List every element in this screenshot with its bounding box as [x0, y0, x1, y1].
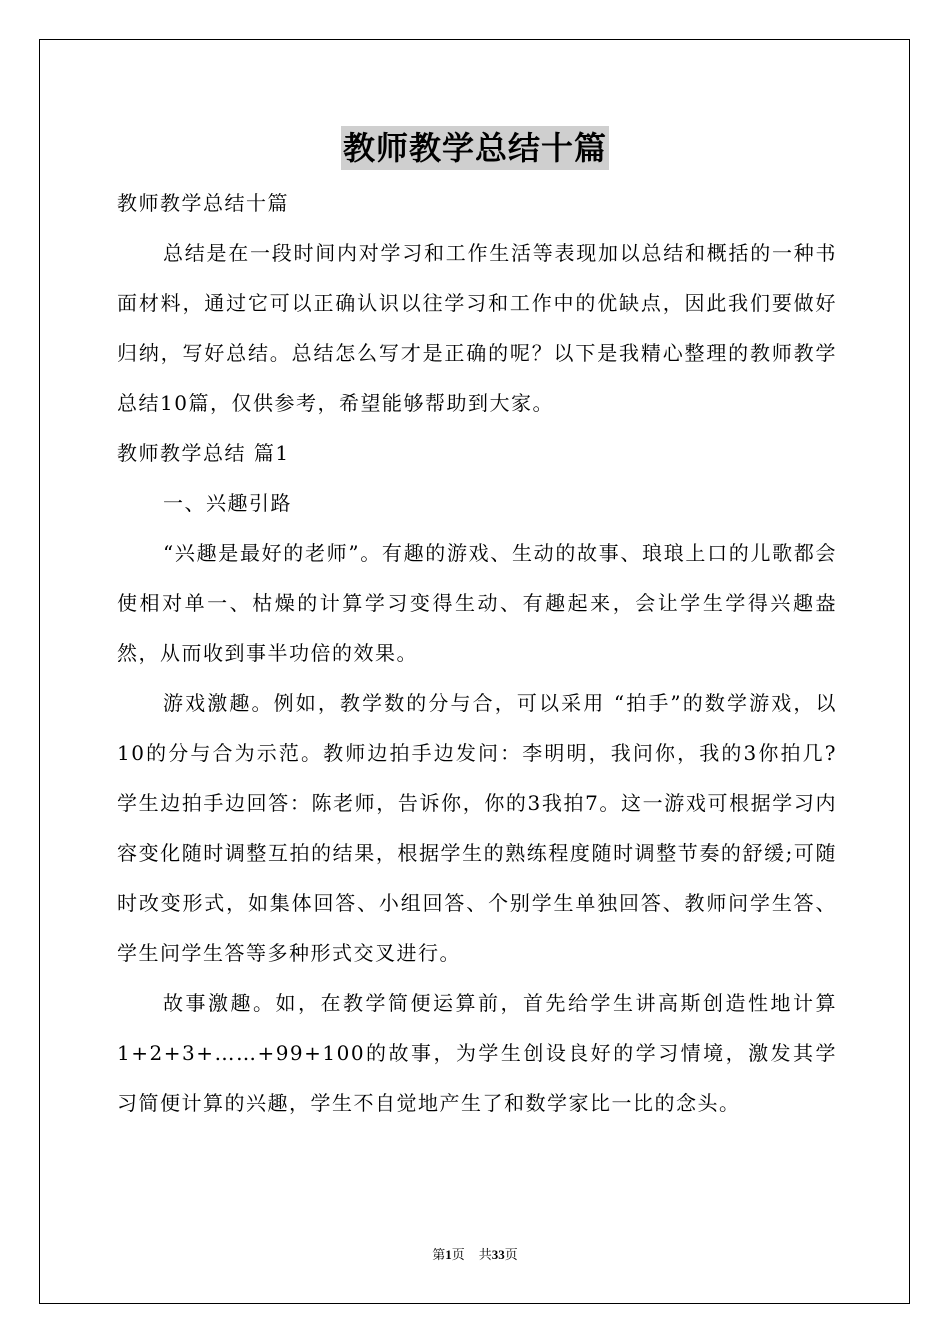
footer-page-prefix: 第 — [432, 1247, 446, 1262]
page-footer — [0, 1246, 950, 1264]
body-paragraph: 游戏激趣。例如，教学数的分与合，可以采用 “拍手”的数学游戏，以10的分与合为示范。教师边拍手边发问：李明明，我问你，我的3你拍几?学生边拍手边回答：陈老师，告诉你，你的3我拍7。这一游戏可根据学习内容变化随时调整互拍的结果，根据学生的熟练程度随时调整节奏的舒缓;可随时改变形式，如集体回答、小组回答、个别学生单独回答、教师问学生答、学生问学生答等多种形式交叉进行。 — [117, 691, 837, 965]
footer-total-suffix: 页 — [504, 1247, 518, 1262]
document-title: 教师教学总结十篇 — [341, 126, 609, 170]
body-paragraph: 教师教学总结 篇1 — [117, 441, 290, 465]
footer-page-number: 1 — [445, 1247, 452, 1262]
footer-total-prefix: 共 — [478, 1247, 492, 1262]
body-paragraph: 教师教学总结十篇 — [117, 191, 289, 215]
footer-total-pages: 33 — [491, 1247, 505, 1262]
body-paragraph: 总结是在一段时间内对学习和工作生活等表现加以总结和概括的一种书面材料，通过它可以正确认识以往学习和工作中的优缺点，因此我们要做好归纳，写好总结。总结怎么写才是正确的呢？以下是我精心整理的教师教学总结10篇，仅供参考，希望能够帮助到大家。 — [117, 241, 837, 415]
body-paragraph: 故事激趣。如，在教学简便运算前，首先给学生讲高斯创造性地计算1+2+3+……+99+100的故事，为学生创设良好的学习情境，激发其学习简便计算的兴趣，学生不自觉地产生了和数学家比一比的念头。 — [117, 991, 837, 1115]
document-title-row — [0, 126, 950, 170]
document-body — [117, 178, 837, 1128]
body-paragraph: 一、兴趣引路 — [163, 491, 292, 515]
footer-page-suffix: 页 — [451, 1247, 465, 1262]
body-paragraph: “兴趣是最好的老师”。有趣的游戏、生动的故事、琅琅上口的儿歌都会使相对单一、枯燥的计算学习变得生动、有趣起来，会让学生学得兴趣盎然，从而收到事半功倍的效果。 — [117, 541, 837, 665]
